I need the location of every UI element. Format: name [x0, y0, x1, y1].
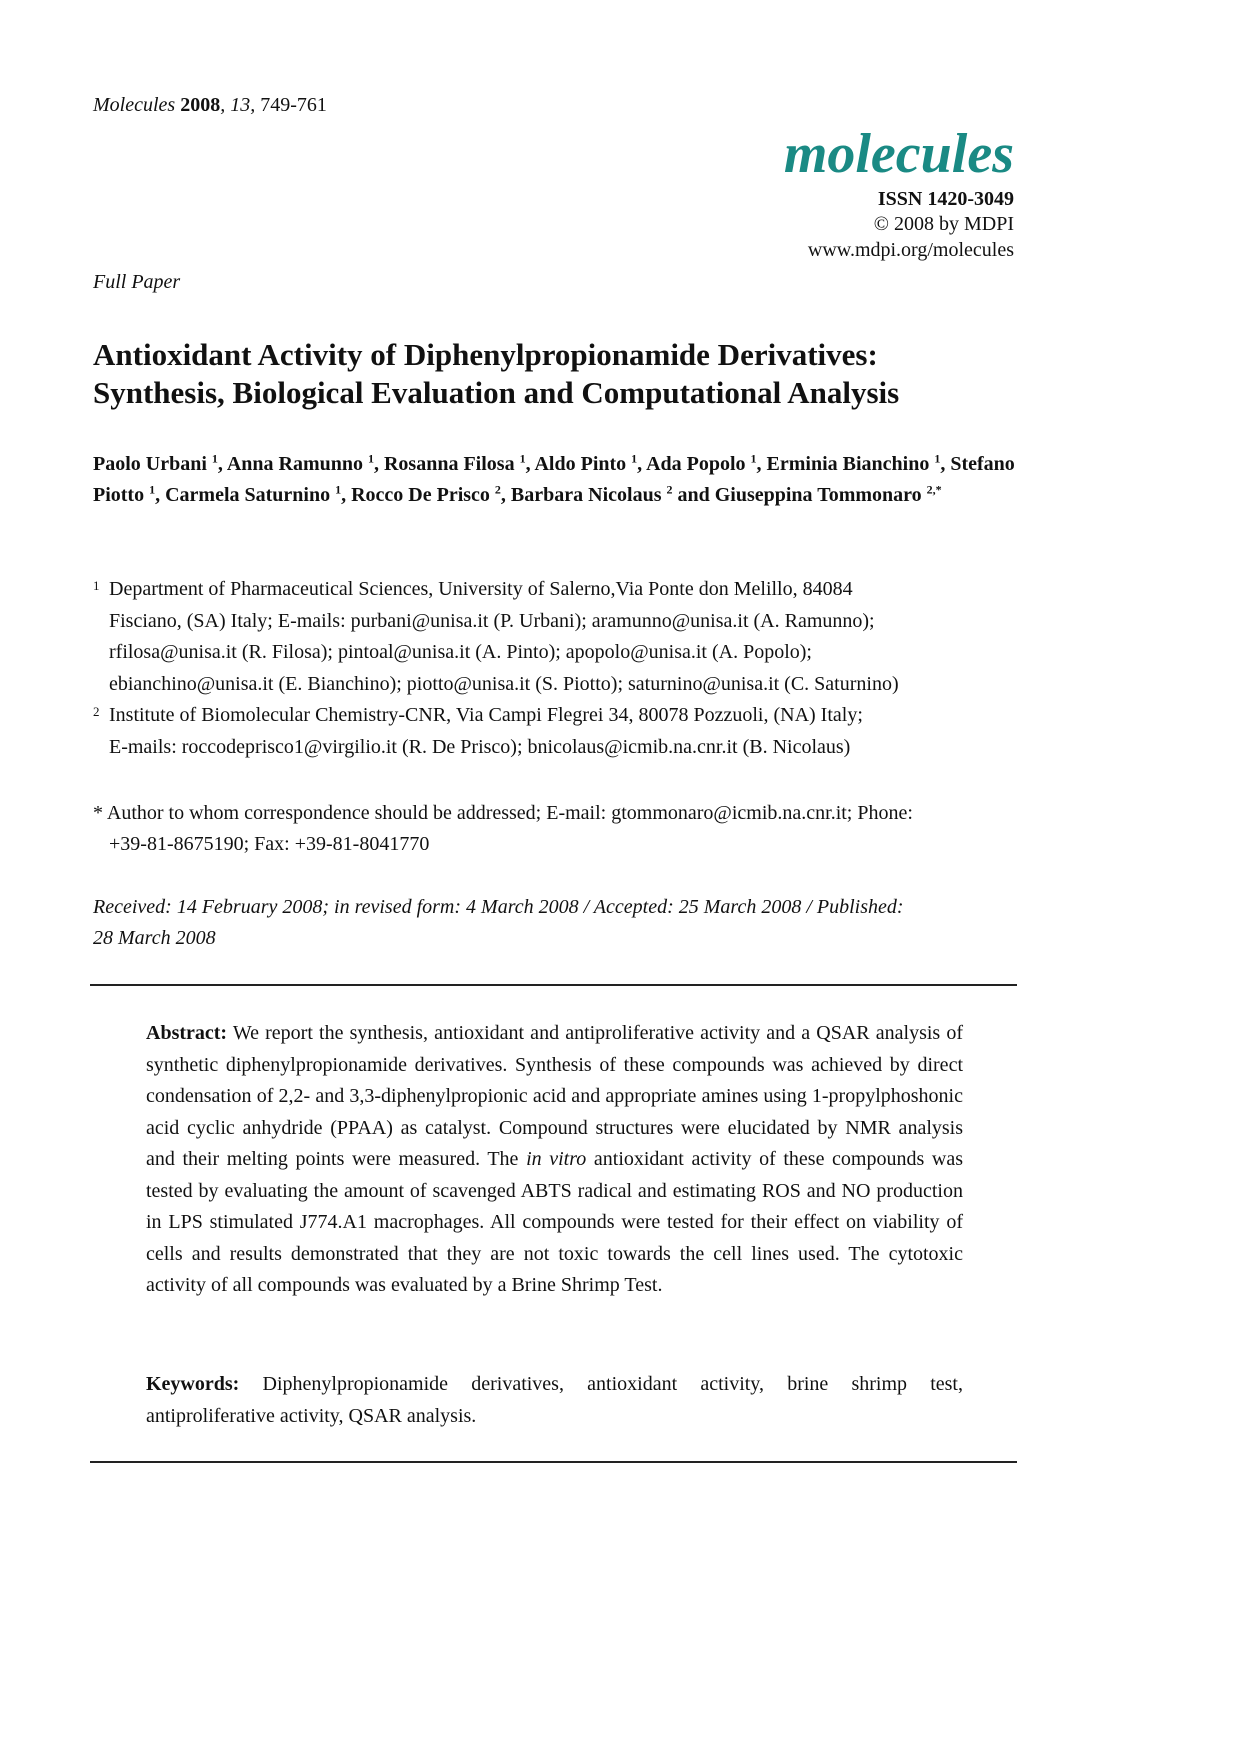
author-name: Stefano Piotto: [93, 453, 1015, 506]
affiliation-1: [93, 574, 1023, 700]
author-name: Barbara Nicolaus: [510, 484, 662, 506]
author-affiliation-sup: 1: [211, 451, 218, 466]
author-affiliation-sup: 1: [519, 451, 526, 466]
affiliation-line: Institute of Biomolecular Chemistry-CNR, Via Campi Flegrei 34, 80078 Pozzuoli, (NA) Italy;: [109, 704, 863, 726]
copyright: © 2008 by MDPI: [873, 213, 1014, 235]
correspondence-line: * Author to whom correspondence should be addressed; E-mail: gtommonaro@icmib.na.cnr.it; Phone:: [93, 802, 913, 824]
affiliation-line: Fisciano, (SA) Italy; E-mails: purbani@unisa.it (P. Urbani); aramunno@unisa.it (A. Ramunno);: [109, 609, 875, 632]
title-line: Synthesis, Biological Evaluation and Computational Analysis: [93, 375, 900, 410]
pages: 749-761: [260, 94, 327, 116]
author-affiliation-sup: 1: [335, 482, 342, 497]
citation-line: Molecules 2008, 13, 749-761: [93, 94, 327, 116]
divider-top: [90, 984, 1017, 986]
author-separator: ,: [940, 453, 951, 475]
author-affiliation-sup: 1: [750, 451, 757, 466]
abstract-text: We report the synthesis, antioxidant and antiproliferative activity and a QSAR analysis of synthetic diphenylpropionamide derivatives. Synthesis of these compounds was achieved by direct condensation of 2,2- and 3,3-diphenylpropionic acid and appropriate amines using 1-propylphoshonic acid cyclic anhydride (PPAA) as catalyst. Compound structures were elucidated by NMR analysis and their melting points were measured. The: [146, 1022, 963, 1170]
author-separator: ,: [155, 484, 166, 506]
affiliation-line: E-mails: roccodeprisco1@virgilio.it (R. De Prisco); bnicolaus@icmib.na.cnr.it (B. Nicolaus): [109, 735, 851, 758]
author-name: Ada Popolo: [646, 453, 746, 475]
author-affiliation-sup: 2: [666, 482, 673, 497]
year: 2008: [180, 94, 221, 116]
affiliation-line: ebianchino@unisa.it (E. Bianchino); piotto@unisa.it (S. Piotto); saturnino@unisa.it (C. Saturnino): [109, 672, 899, 695]
affiliations: [93, 574, 1023, 763]
correspondence-line: +39-81-8675190; Fax: +39-81-8041770: [109, 833, 430, 855]
affiliation-number: 1: [93, 578, 100, 593]
author-name: Paolo Urbani: [93, 453, 207, 475]
paper-title: [93, 336, 1023, 412]
author-separator: ,: [525, 453, 535, 475]
abstract-label: Abstract:: [146, 1022, 228, 1044]
abstract-italic: in vitro: [526, 1148, 587, 1170]
author-name: Rosanna Filosa: [383, 453, 515, 475]
author-name: Giuseppina Tommonaro: [714, 484, 922, 506]
publication-dates: [93, 892, 1023, 954]
author-list: [93, 449, 1023, 511]
journal-url[interactable]: www.mdpi.org/molecules: [807, 239, 1014, 261]
author-separator: ,: [217, 453, 227, 475]
divider-bottom: [90, 1461, 1017, 1463]
author-affiliation-sup: 1: [149, 482, 156, 497]
title-line: Antioxidant Activity of Diphenylpropionamide Derivatives:: [93, 337, 878, 372]
keywords-label: Keywords:: [146, 1373, 240, 1395]
volume: 13,: [230, 94, 256, 116]
author-separator: ,: [500, 484, 511, 506]
affiliation-line: rfilosa@unisa.it (R. Filosa); pintoal@unisa.it (A. Pinto); apopolo@unisa.it (A. Popolo);: [109, 641, 812, 663]
keywords: [146, 1369, 963, 1432]
abstract-text: antioxidant activity of these compounds was tested by evaluating the amount of scavenged ABTS radical and estimating ROS and NO production in LPS stimulated J774.A1 macrophages. All compounds were tested for their effect on viability of cells and results demonstrated that they are not toxic towards the cell lines used. The cytotoxic activity of all compounds was evaluated by a Brine Shrimp Test.: [146, 1148, 963, 1296]
author-separator: and: [672, 484, 715, 506]
abstract: [146, 1018, 963, 1302]
journal-name: Molecules: [93, 94, 176, 116]
author-name: Anna Ramunno: [226, 453, 363, 475]
dates-line: Received: 14 February 2008; in revised form: 4 March 2008 / Accepted: 25 March 2008 / Published:: [93, 896, 904, 918]
author-separator: ,: [341, 484, 352, 506]
issn: ISSN 1420-3049: [877, 188, 1014, 210]
dates-line: 28 March 2008: [93, 927, 216, 949]
author-separator: ,: [373, 453, 384, 475]
affiliation-2: [93, 700, 1023, 763]
correspondence: [93, 798, 1023, 860]
affiliation-line: Department of Pharmaceutical Sciences, University of Salerno,Via Ponte don Melillo, 84084: [109, 578, 853, 600]
paper-type: Full Paper: [93, 271, 181, 293]
affiliation-number: 2: [93, 704, 100, 719]
author-affiliation-sup: 2,*: [926, 482, 942, 497]
keywords-text: Diphenylpropionamide derivatives, antioxidant activity, brine shrimp test, antiproliferative activity, QSAR analysis.: [146, 1373, 963, 1427]
author-separator: ,: [756, 453, 767, 475]
author-affiliation-sup: 2: [494, 482, 501, 497]
author-name: Aldo Pinto: [534, 453, 627, 475]
author-name: Erminia Bianchino: [766, 453, 930, 475]
author-affiliation-sup: 1: [367, 451, 374, 466]
author-separator: ,: [637, 453, 647, 475]
author-name: Carmela Saturnino: [165, 484, 331, 506]
journal-logo: molecules: [783, 123, 1014, 185]
author-name: Rocco De Prisco: [351, 484, 490, 506]
author-affiliation-sup: 1: [631, 451, 638, 466]
author-affiliation-sup: 1: [934, 451, 941, 466]
